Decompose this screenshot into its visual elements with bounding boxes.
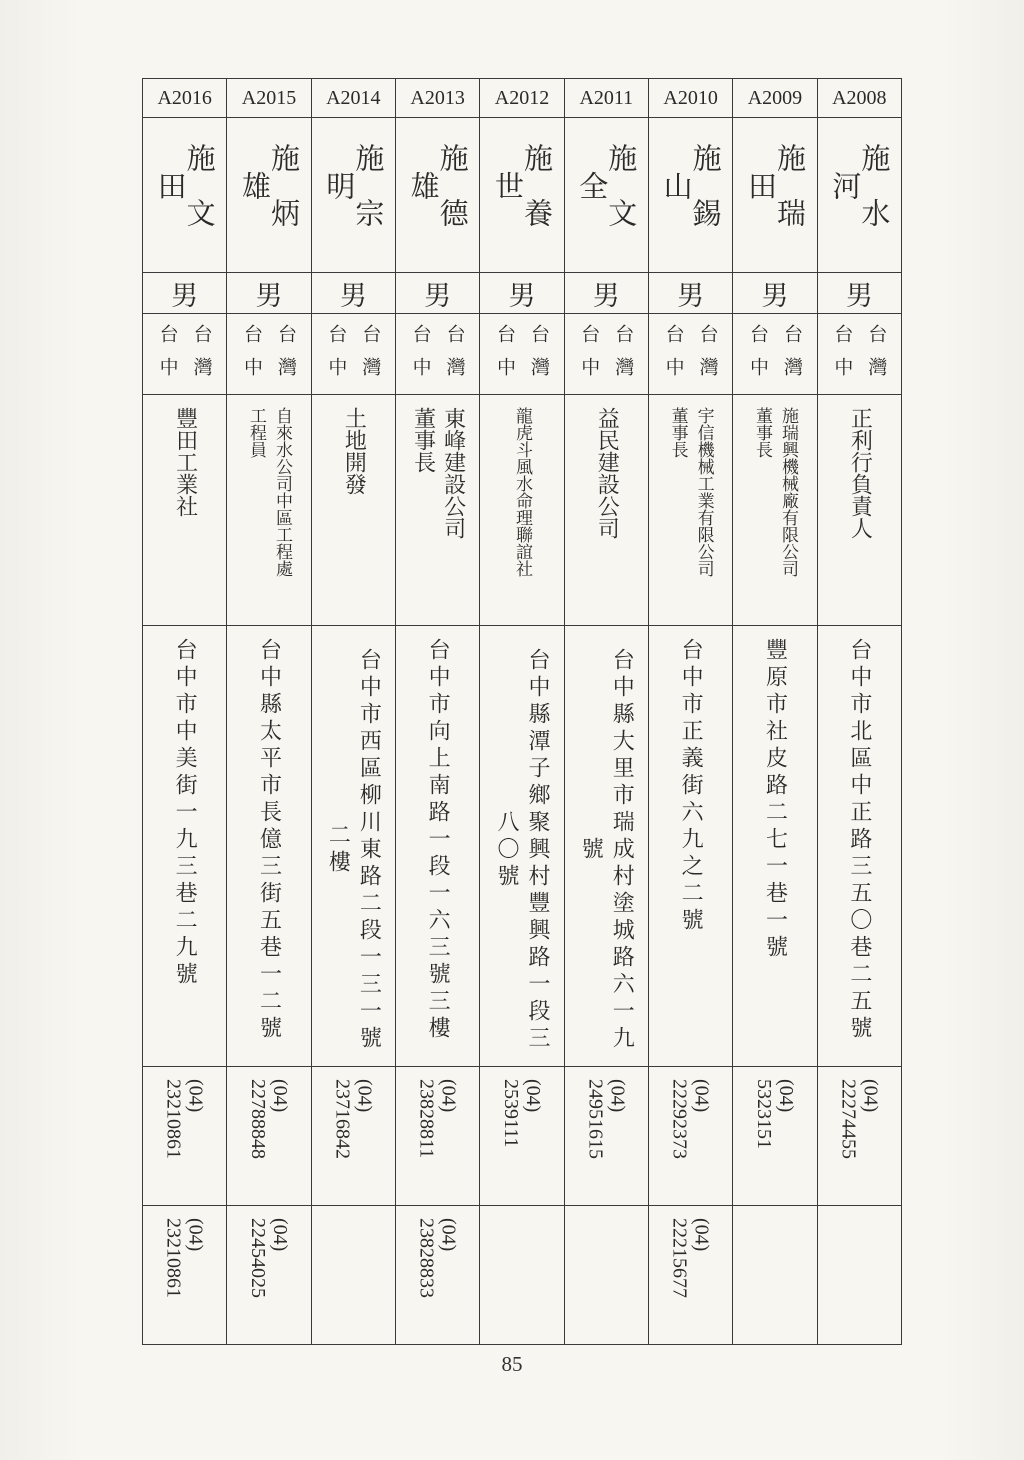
- phone-primary-line: 2539111: [499, 1079, 522, 1148]
- record-id: A2009: [747, 86, 803, 109]
- phone-primary-line: 22788848: [246, 1079, 269, 1159]
- origin: 台灣台中: [746, 324, 803, 390]
- name-cell: [648, 118, 732, 273]
- origin: 台灣台中: [493, 324, 550, 390]
- phone-secondary-cell: [648, 1206, 732, 1345]
- page-number: 85: [501, 1352, 523, 1376]
- origin: 台灣台中: [156, 324, 213, 390]
- occupation-cell: [395, 395, 479, 626]
- row-phone-primary: [143, 1067, 902, 1206]
- phone-primary-line: 23210861: [162, 1079, 185, 1159]
- person-name: 施宗明: [322, 143, 386, 253]
- phone-primary: [500, 1067, 544, 1148]
- record-id: A2011: [579, 86, 634, 109]
- gender-cell: [227, 273, 311, 314]
- id-cell: [227, 79, 311, 118]
- phone-secondary-line: (04): [184, 1218, 207, 1252]
- occupation-line: 宇信機械工業有限公司: [693, 407, 714, 577]
- row-address: [143, 626, 902, 1067]
- address: 台中市向上南路一段一六三號三樓: [425, 638, 451, 1043]
- phone-primary-cell: [564, 1067, 648, 1206]
- occupation: [243, 395, 295, 577]
- phone-primary-line: (04): [437, 1079, 460, 1113]
- occupation: [408, 395, 468, 539]
- phone-primary-cell: [227, 1067, 311, 1206]
- gender: 男: [424, 280, 452, 312]
- address: 豐原市社皮路二七一巷一號: [762, 638, 788, 962]
- origin-cell: [480, 314, 564, 395]
- address: 台中縣潭子鄉聚興村豐興路一段三八〇號: [493, 647, 550, 1053]
- name-cell: [311, 118, 395, 273]
- address-cell: [227, 626, 311, 1067]
- phone-secondary: [669, 1206, 713, 1298]
- row-name: [143, 118, 902, 273]
- origin: 台灣台中: [325, 324, 382, 390]
- occupation-cell: [311, 395, 395, 626]
- origin: 台灣台中: [662, 324, 719, 390]
- phone-secondary-cell: [143, 1206, 227, 1345]
- origin-cell: [564, 314, 648, 395]
- origin: 台灣台中: [831, 324, 888, 390]
- gender-cell: [564, 273, 648, 314]
- occupation-line: 董事長: [410, 407, 436, 473]
- occupation: [844, 395, 874, 539]
- phone-primary-line: 24951615: [584, 1079, 607, 1159]
- name-cell: [817, 118, 901, 273]
- phone-primary: [247, 1067, 291, 1159]
- id-cell: [817, 79, 901, 118]
- occupation: [338, 395, 368, 495]
- record-id: A2012: [494, 86, 550, 109]
- occupation: [509, 395, 535, 577]
- phone-primary-line: 23828811: [415, 1079, 438, 1159]
- phone-secondary-cell: [817, 1206, 901, 1345]
- phone-secondary-line: (04): [690, 1218, 713, 1252]
- phone-primary-line: 23716842: [331, 1079, 354, 1159]
- phone-primary-line: (04): [606, 1079, 629, 1113]
- family-register-table: [142, 78, 902, 1345]
- address-cell: [311, 626, 395, 1067]
- id-cell: [564, 79, 648, 118]
- person-name: 施文全: [575, 143, 639, 253]
- address: 台中市西區柳川東路二段一三一號二樓: [325, 647, 382, 1053]
- occupation-line: 董事長: [751, 407, 772, 458]
- address-cell: [817, 626, 901, 1067]
- gender: 男: [592, 280, 620, 312]
- phone-secondary-line: 23828833: [415, 1218, 438, 1298]
- phone-primary-line: 22292373: [668, 1079, 691, 1159]
- person-name: 施德雄: [406, 143, 470, 253]
- occupation-cell: [480, 395, 564, 626]
- origin-cell: [817, 314, 901, 395]
- person-name: 施水河: [828, 143, 892, 253]
- occupation-cell: [817, 395, 901, 626]
- phone-secondary-line: 22215677: [668, 1218, 691, 1298]
- phone-primary: [584, 1067, 628, 1159]
- row-phone-secondary: [143, 1206, 902, 1345]
- occupation: [591, 395, 621, 539]
- phone-secondary-line: (04): [437, 1218, 460, 1252]
- row-id: [143, 79, 902, 118]
- origin-cell: [143, 314, 227, 395]
- address-cell: [143, 626, 227, 1067]
- occupation-line: 自來水公司中區工程處: [271, 407, 292, 577]
- id-cell: [395, 79, 479, 118]
- id-cell: [311, 79, 395, 118]
- row-gender: [143, 273, 902, 314]
- address-cell: [395, 626, 479, 1067]
- name-cell: [143, 118, 227, 273]
- row-origin: [143, 314, 902, 395]
- phone-secondary-cell: [564, 1206, 648, 1345]
- phone-primary-line: (04): [268, 1079, 291, 1113]
- name-cell: [733, 118, 817, 273]
- occupation-line: 益民建設公司: [594, 407, 620, 539]
- address: 台中縣大里市瑞成村塗城路六一九號: [578, 647, 635, 1053]
- gender: 男: [508, 280, 536, 312]
- id-cell: [648, 79, 732, 118]
- phone-primary-cell: [648, 1067, 732, 1206]
- phone-primary-line: (04): [184, 1079, 207, 1113]
- gender: 男: [339, 280, 367, 312]
- address: 台中市北區中正路三五〇巷二五號: [846, 638, 872, 1043]
- address-cell: [480, 626, 564, 1067]
- occupation-cell: [648, 395, 732, 626]
- gender-cell: [648, 273, 732, 314]
- gender: 男: [845, 280, 873, 312]
- address-cell: [733, 626, 817, 1067]
- occupation-cell: [143, 395, 227, 626]
- origin: 台灣台中: [240, 324, 297, 390]
- person-name: 施炳雄: [237, 143, 301, 253]
- phone-primary-line: (04): [690, 1079, 713, 1113]
- row-occupation: [143, 395, 902, 626]
- phone-secondary-line: 22454025: [246, 1218, 269, 1298]
- id-cell: [733, 79, 817, 118]
- phone-primary-line: 5323151: [752, 1079, 775, 1149]
- id-cell: [480, 79, 564, 118]
- occupation-line: 土地開發: [341, 407, 367, 495]
- occupation-line: 東峰建設公司: [440, 407, 466, 539]
- origin-cell: [311, 314, 395, 395]
- phone-primary-line: (04): [521, 1079, 544, 1113]
- occupation-line: 工程員: [245, 407, 266, 458]
- gender: 男: [171, 280, 199, 312]
- gender-cell: [480, 273, 564, 314]
- phone-primary: [669, 1067, 713, 1159]
- occupation-line: 龍虎斗風水命理聯誼社: [511, 407, 532, 577]
- gender-cell: [311, 273, 395, 314]
- origin-cell: [648, 314, 732, 395]
- record-id: A2015: [241, 86, 297, 109]
- phone-secondary: [247, 1206, 291, 1298]
- occupation-cell: [564, 395, 648, 626]
- address: 台中市中美街一九三巷二九號: [172, 638, 198, 989]
- origin-cell: [733, 314, 817, 395]
- phone-primary: [163, 1067, 207, 1159]
- person-name: 施錫山: [659, 143, 723, 253]
- record-id: A2010: [663, 86, 718, 109]
- phone-secondary-line: 23210861: [162, 1218, 185, 1298]
- phone-primary-cell: [311, 1067, 395, 1206]
- occupation-line: 施瑞興機械廠有限公司: [777, 407, 798, 577]
- phone-primary-line: (04): [774, 1079, 797, 1113]
- gender-cell: [817, 273, 901, 314]
- occupation-line: 豐田工業社: [172, 407, 198, 517]
- phone-secondary-line: (04): [268, 1218, 291, 1252]
- origin: 台灣台中: [578, 324, 635, 390]
- phone-primary-line: (04): [859, 1079, 882, 1113]
- phone-secondary: [416, 1206, 460, 1298]
- gender-cell: [395, 273, 479, 314]
- gender: 男: [761, 280, 789, 312]
- name-cell: [227, 118, 311, 273]
- record-id: A2016: [157, 86, 212, 109]
- name-cell: [564, 118, 648, 273]
- phone-secondary-cell: [733, 1206, 817, 1345]
- record-id: A2008: [832, 86, 887, 109]
- occupation-cell: [733, 395, 817, 626]
- gender: 男: [677, 280, 705, 312]
- occupation: [749, 395, 801, 577]
- origin: 台灣台中: [409, 324, 466, 390]
- gender-cell: [733, 273, 817, 314]
- person-name: 施文田: [153, 143, 217, 253]
- occupation-line: 董事長: [667, 407, 688, 458]
- phone-secondary-cell: [311, 1206, 395, 1345]
- person-name: 施養世: [490, 143, 554, 253]
- occupation-cell: [227, 395, 311, 626]
- phone-secondary-cell: [395, 1206, 479, 1345]
- phone-primary-cell: [395, 1067, 479, 1206]
- address-cell: [564, 626, 648, 1067]
- gender-cell: [143, 273, 227, 314]
- record-id: A2013: [410, 86, 465, 109]
- phone-primary-cell: [143, 1067, 227, 1206]
- phone-primary: [331, 1067, 375, 1159]
- address: 台中市正義街六九之二號: [678, 638, 704, 935]
- phone-primary-cell: [817, 1067, 901, 1206]
- phone-primary: [416, 1067, 460, 1158]
- phone-secondary-cell: [227, 1206, 311, 1345]
- phone-primary-line: 22274455: [837, 1079, 860, 1159]
- occupation: [170, 395, 200, 517]
- occupation: [665, 395, 717, 577]
- id-cell: [143, 79, 227, 118]
- name-cell: [480, 118, 564, 273]
- person-name: 施瑞田: [743, 143, 807, 253]
- name-cell: [395, 118, 479, 273]
- phone-primary-cell: [733, 1067, 817, 1206]
- phone-secondary-cell: [480, 1206, 564, 1345]
- phone-primary-cell: [480, 1067, 564, 1206]
- phone-primary: [837, 1067, 881, 1159]
- occupation-line: 正利行負責人: [847, 407, 873, 539]
- record-id: A2014: [326, 86, 381, 109]
- gender: 男: [255, 280, 283, 312]
- phone-primary-line: (04): [353, 1079, 376, 1113]
- origin-cell: [395, 314, 479, 395]
- address-cell: [648, 626, 732, 1067]
- phone-secondary: [163, 1206, 207, 1298]
- phone-primary: [753, 1067, 797, 1149]
- address: 台中縣太平市長億三街五巷一二號: [256, 638, 282, 1043]
- origin-cell: [227, 314, 311, 395]
